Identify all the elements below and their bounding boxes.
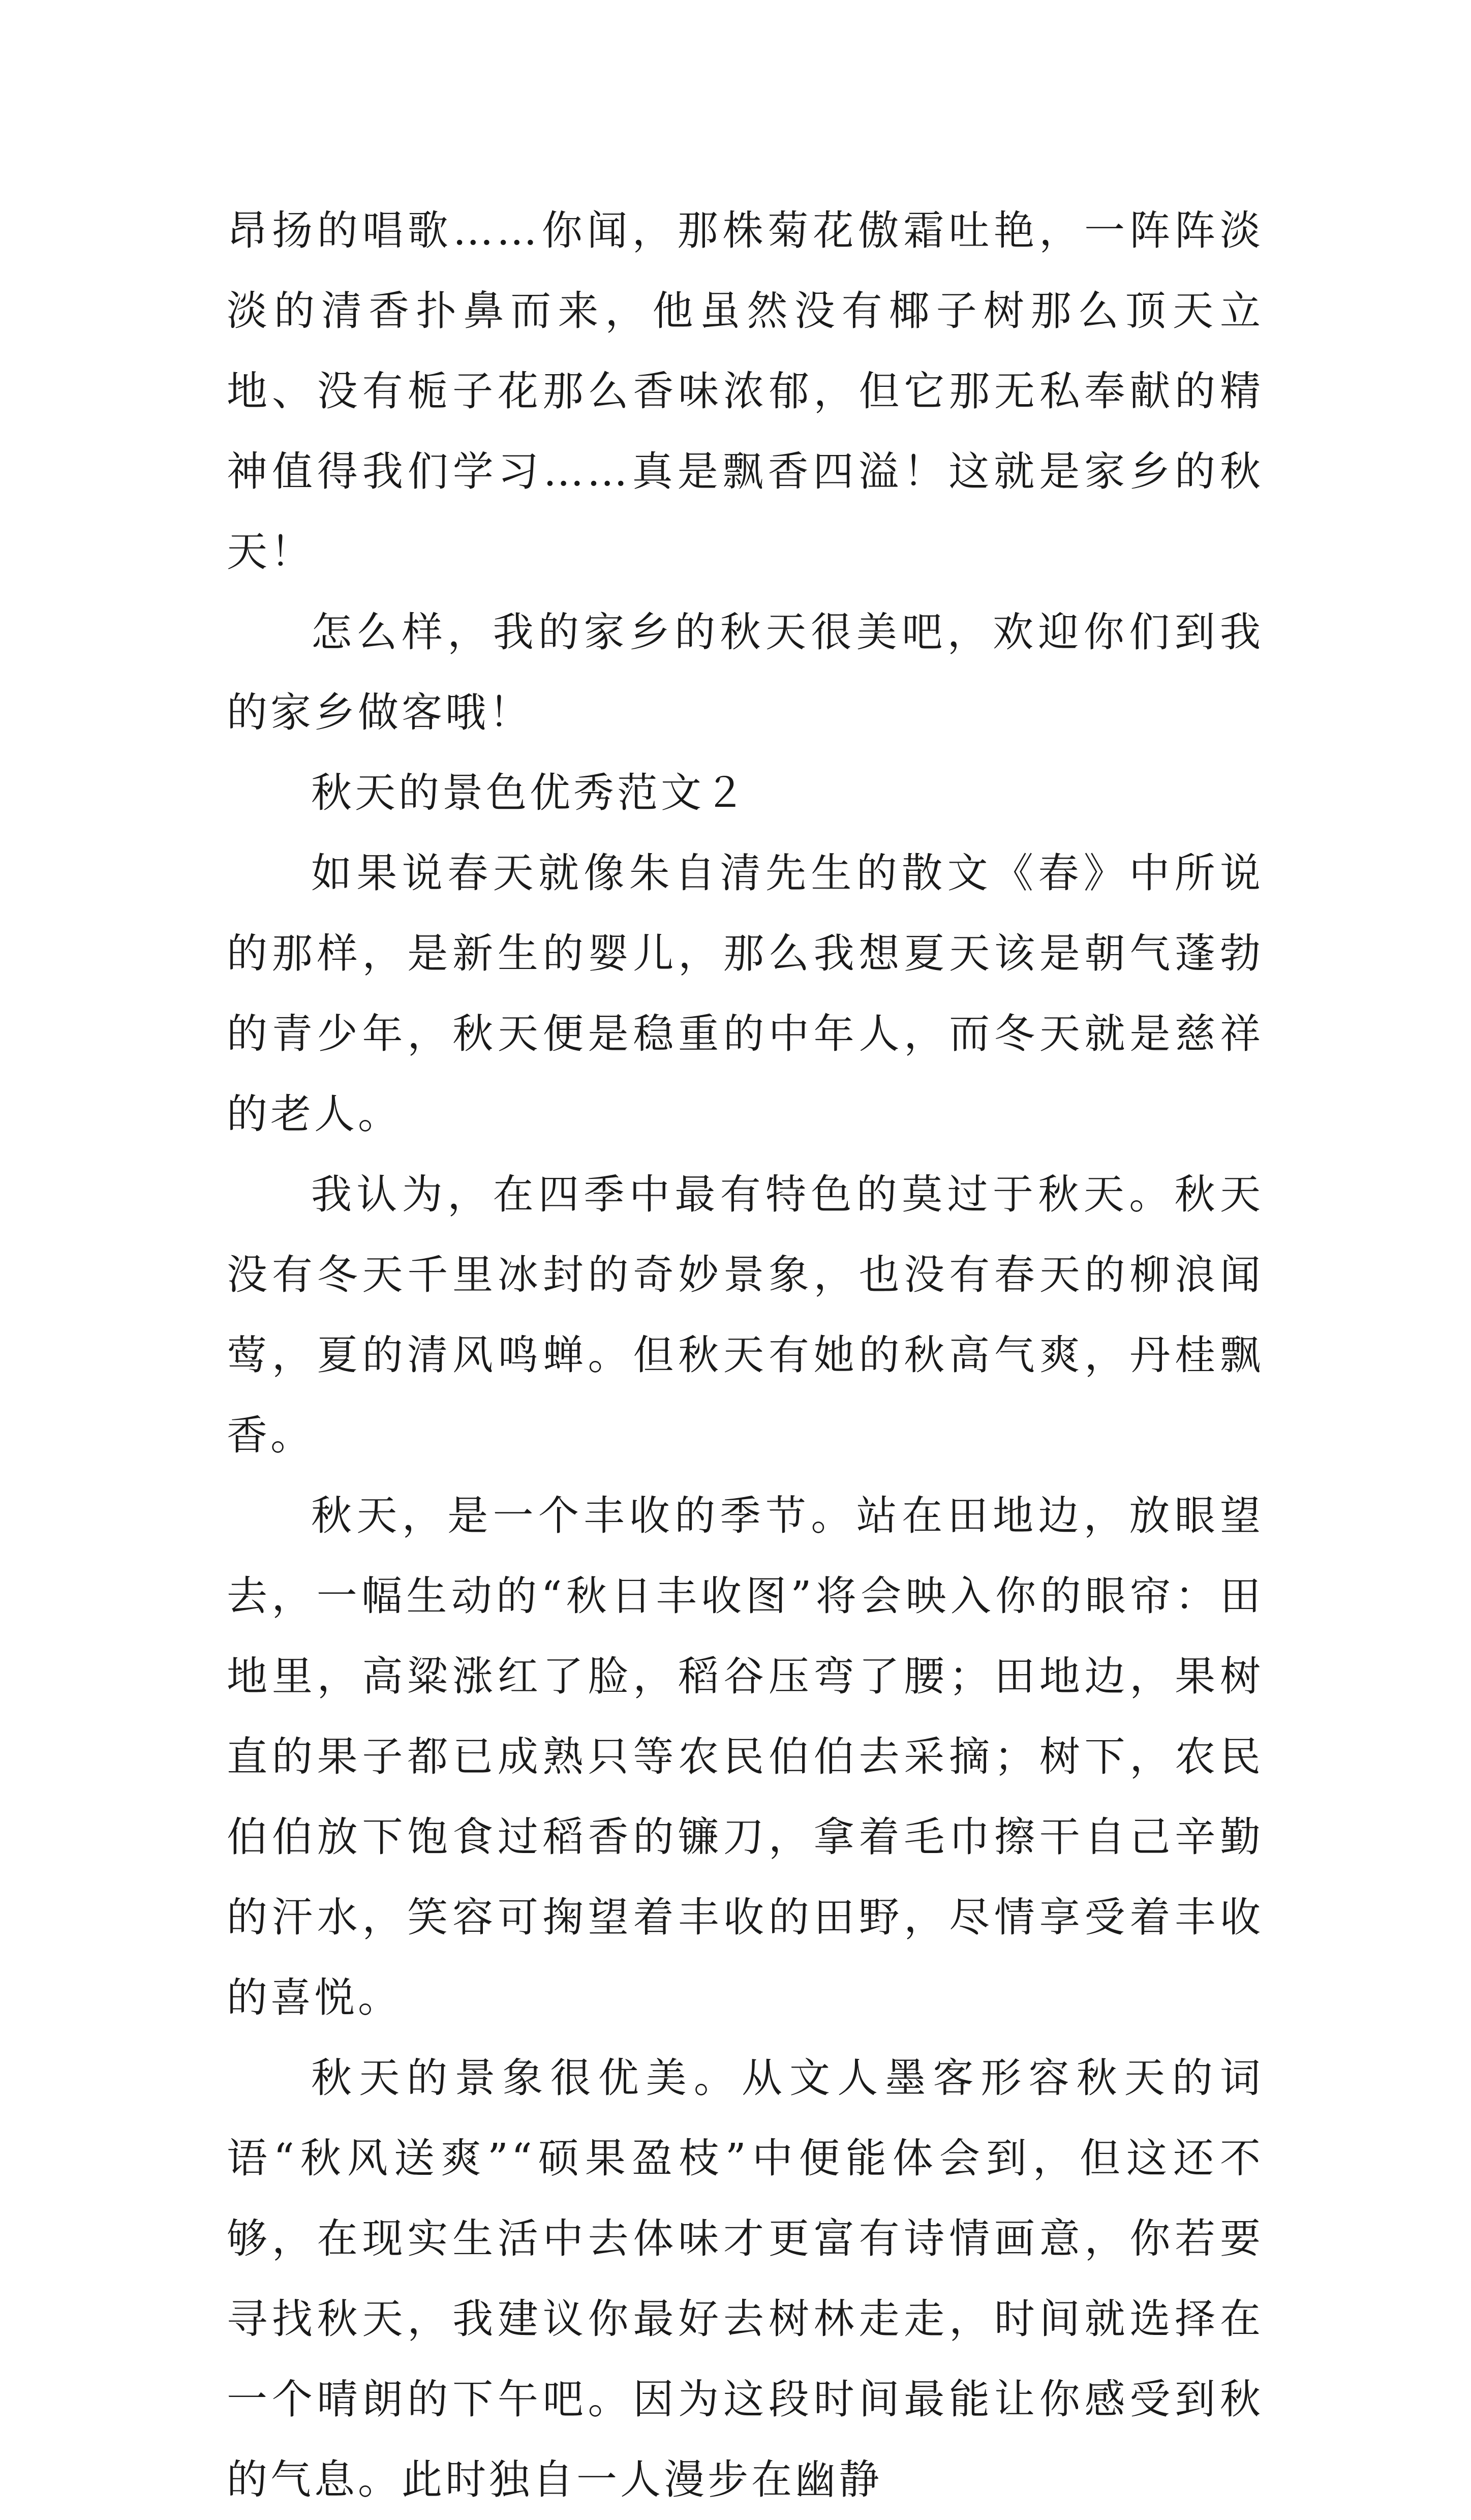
paragraph: 如果说春天就像朱自清先生的散文《春》中所说的那样，是新生的婴儿，那么我想夏天该是朝气蓬勃的青少年，秋天便是稳重的中年人，而冬天就是慈祥的老人。 xyxy=(227,849,1264,1138)
paragraph: 秋天，是一个丰收的季节。站在田地边，放眼望去，一幅生动的“秋日丰收图”将会映入你的眼帘：田地里，高粱涨红了脸，稻谷压弯了腰；田地边，果树直的果子都已成熟只等农民伯伯去采摘；树下，农民伯伯放下饱食过稻香的镰刀，拿着毛巾擦干自己辛勤的汗水，笑容可掬望着丰收的田野，尽情享受着丰收的喜悦。 xyxy=(227,1492,1264,2021)
paragraph: 怎么样，我的家乡的秋天很美吧，欢迎你们到我的家乡做客哦！ xyxy=(227,609,1264,736)
document-body xyxy=(227,191,1264,2520)
paragraph: 秋天的景象很优美。从文人墨客形容秋天的词语“秋风送爽”“硕果盈枝”中便能体会到，但这还不够，在现实生活中去体味才更富有诗情画意，你若要寻找秋天，我建议你最好去树林走走，时间就选择在一个晴朗的下午吧。因为这段时间最能让你感受到秋的气息。此时独自一人漫步在幽静 xyxy=(227,2054,1264,2503)
section-heading: 秋天的景色优秀范文２ xyxy=(311,769,748,816)
paragraph-continuation: 昂扬的唱歌……你闻，那株菊花傲霜吐艳，一阵阵淡淡的清香扑鼻而来，他虽然没有椰子树那么顶天立地、没有栀子花那么香味浓郁，但它那无私奉献的精神值得我们学习……真是飘香四溢！这就是家乡的秋天！ xyxy=(227,207,1264,575)
paragraph: 我认为，在四季中最有特色的莫过于秋天。秋天没有冬天千里冰封的奇妙景象，也没有春天的柳浪闻莺，夏的清风鸣蝉。但秋天有她的秋高气爽，丹桂飘香。 xyxy=(227,1171,1264,1459)
